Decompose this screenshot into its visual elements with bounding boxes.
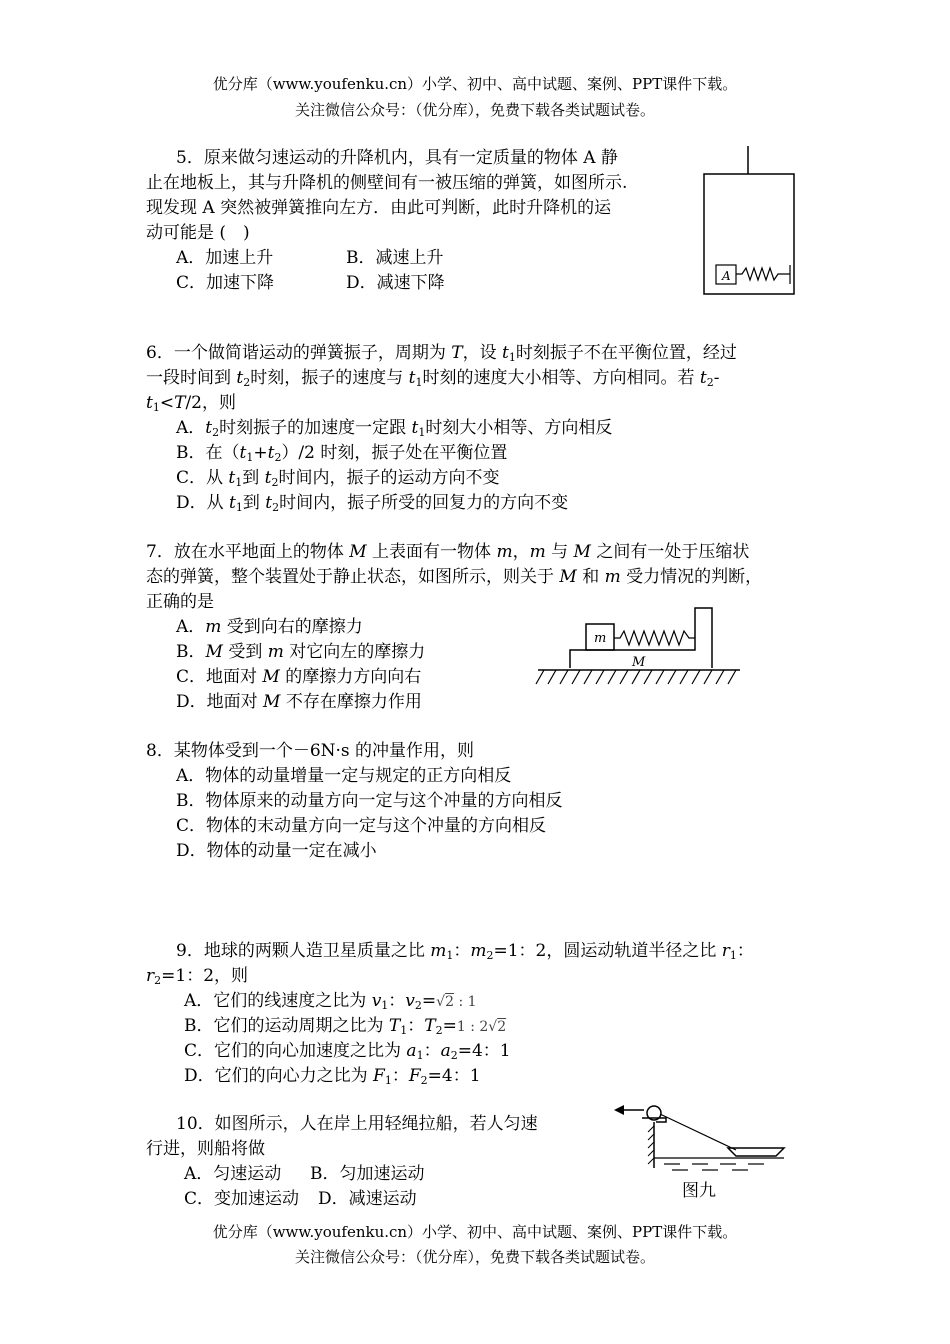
- q10-option-c: C．变加速运动: [184, 1189, 300, 1209]
- q5-stem-line-1: 5．原来做匀速运动的升降机内，具有一定质量的物体 A 静: [176, 148, 618, 168]
- header-line-2: 关注微信公众号：（优分库），免费下载各类试题试卷。: [294, 101, 655, 119]
- q6-option-a: A．$t_2$时刻振子的加速度一定跟 $t_1$时刻大小相等、方向相反: [176, 418, 613, 439]
- q7-option-d: D．地面对 M 不存在摩擦力作用: [176, 692, 422, 712]
- q5-stem-line-3: 现发现 A 突然被弹簧推向左方．由此可判断，此时升降机的运: [146, 198, 612, 218]
- q8-stem: 8．某物体受到一个－6N·s 的冲量作用，则: [146, 741, 475, 761]
- q5-option-b: B．减速上升: [346, 248, 444, 268]
- q10-stem-line-2: 行进，则船将做: [146, 1139, 265, 1159]
- large-block-label: M: [632, 655, 646, 670]
- q8-option-d: D．物体的动量一定在减小: [176, 841, 377, 861]
- q9-option-d: D．它们的向心力之比为 $F_1$：$F_2=4$：1: [184, 1066, 481, 1087]
- elevator-block-label: A: [722, 269, 731, 283]
- q6-stem-line-3: $t_1<T/2$，则: [146, 393, 236, 414]
- q7-stem-line-1: 7．放在水平地面上的物体 M 上表面有一物体 m，m 与 M 之间有一处于压缩状: [146, 542, 750, 562]
- figure-caption: 图九: [682, 1181, 716, 1201]
- q7-option-a: A．m 受到向右的摩擦力: [176, 617, 363, 637]
- q7-option-c: C．地面对 M 的摩擦力方向向右: [176, 667, 422, 687]
- small-block-label: m: [594, 631, 607, 646]
- q9-option-c: C．它们的向心加速度之比为 $a_1$：$a_2=4$：1: [184, 1041, 511, 1062]
- footer-line-1: 优分库（www.youfenku.cn）小学、初中、高中试题、案例、PPT课件下载。: [212, 1223, 738, 1241]
- q5-stem-line-2: 止在地板上，其与升降机的侧壁间有一被压缩的弹簧，如图所示.: [146, 173, 628, 193]
- q5-option-c: C．加速下降: [176, 273, 275, 293]
- q6-stem-line-1: 6．一个做简谐运动的弹簧振子，周期为 T，设 $t_1$时刻振子不在平衡位置，经过: [146, 343, 737, 364]
- elevator-figure: [700, 142, 800, 300]
- boat-pull-figure: [608, 1098, 788, 1202]
- q5-option-a: A．加速上升: [176, 248, 274, 268]
- q9-stem-line-1: 9．地球的两颗人造卫星质量之比 $m_1$：$m_2=1$：2，圆运动轨道半径之比 $r_1$：: [176, 941, 754, 962]
- q9-option-a: A．它们的线速度之比为 $v_1$：$v_2=√2$ : 1: [184, 991, 477, 1012]
- q6-option-b: B．在$(t_1+t_2)/2$ 时刻，振子处在平衡位置: [176, 443, 508, 464]
- q8-option-a: A．物体的动量增量一定与规定的正方向相反: [176, 766, 512, 786]
- q7-stem-line-3: 正确的是: [146, 592, 214, 612]
- q8-option-b: B．物体原来的动量方向一定与这个冲量的方向相反: [176, 791, 563, 811]
- q10-option-b: B．匀加速运动: [310, 1164, 425, 1184]
- q10-option-d: D．减速运动: [318, 1189, 417, 1209]
- q6-option-c: C．从 $t_1$到 $t_2$时间内，振子的运动方向不变: [176, 468, 500, 489]
- q7-option-b: B．M 受到 m 对它向左的摩擦力: [176, 642, 426, 662]
- footer-line-2: 关注微信公众号：（优分库），免费下载各类试题试卷。: [294, 1248, 655, 1266]
- q6-option-d: D．从 $t_1$到 $t_2$时间内，振子所受的回复力的方向不变: [176, 493, 569, 514]
- q10-option-a: A．匀速运动: [184, 1164, 282, 1184]
- q9-stem-line-2: $r_2=1$：2，则: [146, 966, 249, 987]
- q8-option-c: C．物体的末动量方向一定与这个冲量的方向相反: [176, 816, 547, 836]
- q10-stem-line-1: 10．如图所示，人在岸上用轻绳拉船，若人匀速: [176, 1114, 538, 1134]
- q5-stem-line-4: 动可能是 ( ): [146, 223, 250, 243]
- header-line-1: 优分库（www.youfenku.cn）小学、初中、高中试题、案例、PPT课件下载。: [212, 75, 738, 93]
- q5-option-d: D．减速下降: [346, 273, 445, 293]
- block-spring-figure: [530, 600, 745, 692]
- q6-stem-line-2: 一段时间到 $t_2$时刻，振子的速度与 $t_1$时刻的速度大小相等、方向相同。若 $t_2-$: [146, 368, 720, 389]
- q9-option-b: B．它们的运动周期之比为 $T_1$：$T_2=1$ : 2√2: [184, 1016, 507, 1037]
- q7-stem-line-2: 态的弹簧，整个装置处于静止状态，如图所示，则关于 M 和 m 受力情况的判断，: [146, 567, 763, 587]
